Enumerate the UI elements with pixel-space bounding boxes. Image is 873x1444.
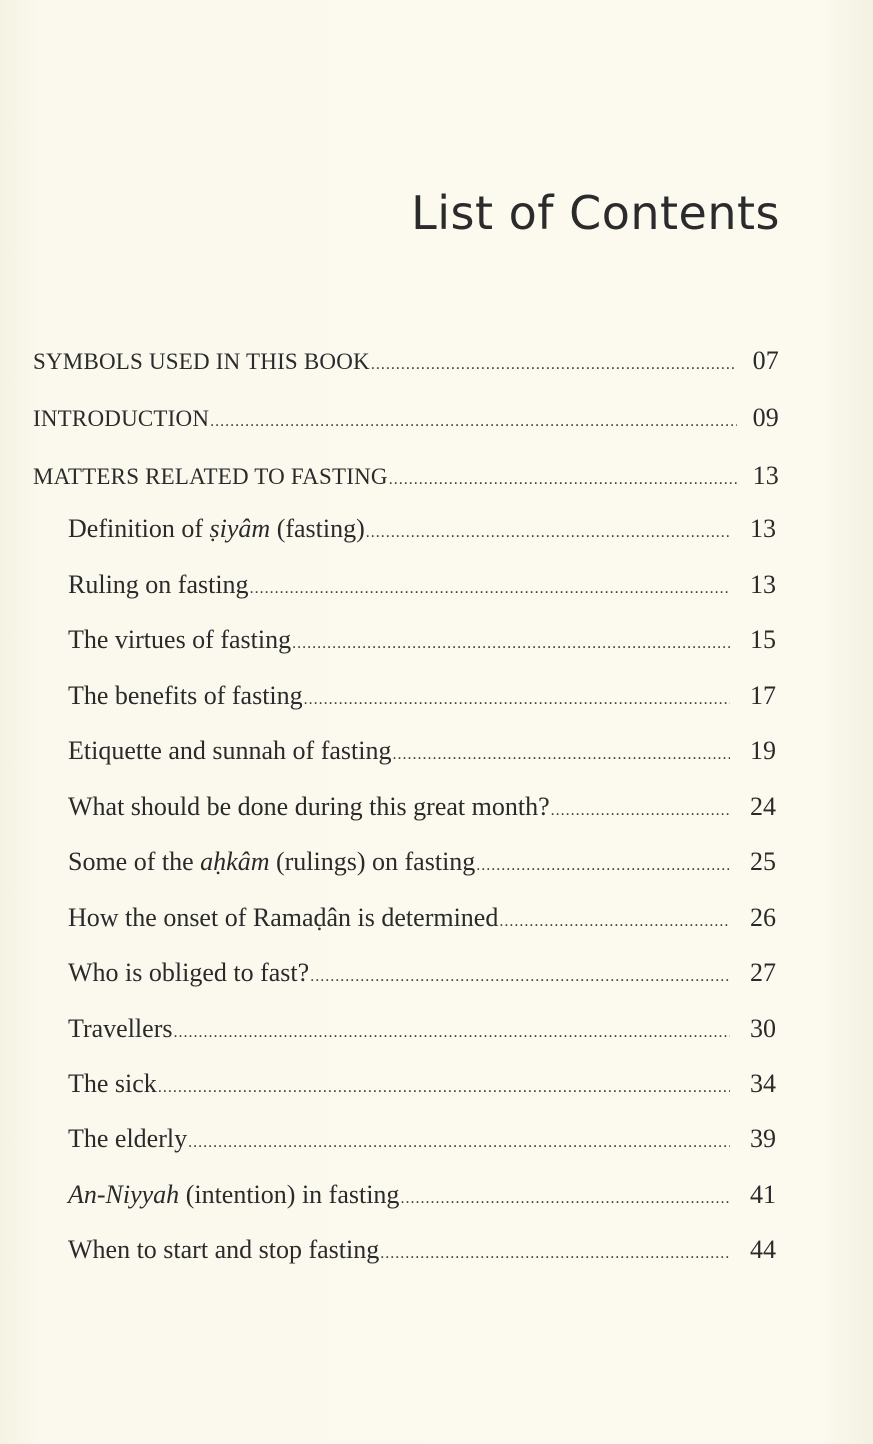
toc-entry-page: 44 (750, 1235, 776, 1264)
toc-entry[interactable] (33, 346, 779, 386)
toc-entry-page: 13 (750, 570, 776, 599)
toc-entry[interactable] (68, 736, 776, 776)
leader-dots (210, 413, 737, 431)
toc-entry-label: Some of the aḥkâm (rulings) on fasting (68, 847, 476, 876)
toc-entry-page: 30 (750, 1014, 776, 1043)
toc-entry[interactable] (33, 461, 779, 501)
leader-dots (188, 1134, 730, 1152)
leader-dots (250, 580, 730, 598)
toc-entry-page: 25 (750, 847, 776, 876)
toc-entry-label: Ruling on fasting (68, 570, 249, 599)
leader-dots (392, 746, 730, 764)
toc-entry-label: MATTERS RELATED TO FASTING (33, 464, 388, 489)
leader-dots (292, 635, 730, 653)
toc-entry[interactable] (68, 847, 776, 887)
toc-entry-page: 41 (750, 1180, 776, 1209)
toc-entry-page: 27 (750, 958, 776, 987)
toc-entry-label: What should be done during this great month? (68, 792, 550, 821)
toc-entry-page: 07 (752, 346, 779, 375)
toc-entry[interactable] (68, 1014, 776, 1054)
toc-entry-label: The virtues of fasting (68, 625, 292, 654)
toc-entry-page: 34 (750, 1069, 776, 1098)
toc-entry[interactable] (68, 570, 776, 610)
leader-dots (310, 968, 730, 986)
leader-dots (366, 524, 730, 542)
toc-entry-label: The elderly (68, 1124, 188, 1153)
page-title: List of Contents (411, 186, 780, 240)
leader-dots (371, 356, 737, 374)
toc-entry-label: How the onset of Ramaḍân is determined (68, 903, 499, 932)
leader-dots (400, 1190, 730, 1208)
toc-entry-page: 13 (750, 514, 776, 543)
leader-dots (499, 913, 730, 931)
toc-entry[interactable] (68, 514, 776, 554)
toc-entry-page: 19 (750, 736, 776, 765)
toc-entry-label: Definition of ṣiyâm (fasting) (68, 514, 365, 543)
toc-entry[interactable] (68, 681, 776, 721)
leader-dots (476, 857, 730, 875)
toc-entry-label: SYMBOLS USED IN THIS BOOK (33, 349, 370, 374)
toc-entry[interactable] (68, 903, 776, 943)
toc-entry[interactable] (68, 625, 776, 665)
toc-entry-page: 24 (750, 792, 776, 821)
toc-entry-label: An-Niyyah (intention) in fasting (68, 1180, 400, 1209)
toc-entry-page: 09 (752, 403, 779, 432)
toc-entry-label: The benefits of fasting (68, 681, 303, 710)
toc-entry-label: Etiquette and sunnah of fasting (68, 736, 392, 765)
leader-dots (173, 1024, 730, 1042)
toc-entry-label: Who is obliged to fast? (68, 958, 310, 987)
leader-dots (380, 1245, 730, 1263)
toc-entry[interactable] (68, 792, 776, 832)
leader-dots (158, 1079, 730, 1097)
toc-entry-page: 13 (752, 461, 779, 490)
leader-dots (304, 691, 730, 709)
toc-entry-label: Travellers (68, 1014, 173, 1043)
toc-entry-label: The sick (68, 1069, 157, 1098)
toc-entry-page: 15 (750, 625, 776, 654)
toc-entry[interactable] (68, 958, 776, 998)
toc-entry-label: When to start and stop fasting (68, 1235, 380, 1264)
toc-entry[interactable] (68, 1069, 776, 1109)
toc-entry[interactable] (68, 1235, 776, 1275)
toc-entry[interactable] (68, 1124, 776, 1164)
leader-dots (389, 471, 737, 489)
toc-entry-page: 26 (750, 903, 776, 932)
toc-entry-page: 39 (750, 1124, 776, 1153)
leader-dots (551, 802, 730, 820)
toc-entry[interactable] (68, 1180, 776, 1220)
toc-entry-page: 17 (750, 681, 776, 710)
toc-entry[interactable] (33, 403, 779, 443)
toc-entry-label: INTRODUCTION (33, 406, 210, 431)
